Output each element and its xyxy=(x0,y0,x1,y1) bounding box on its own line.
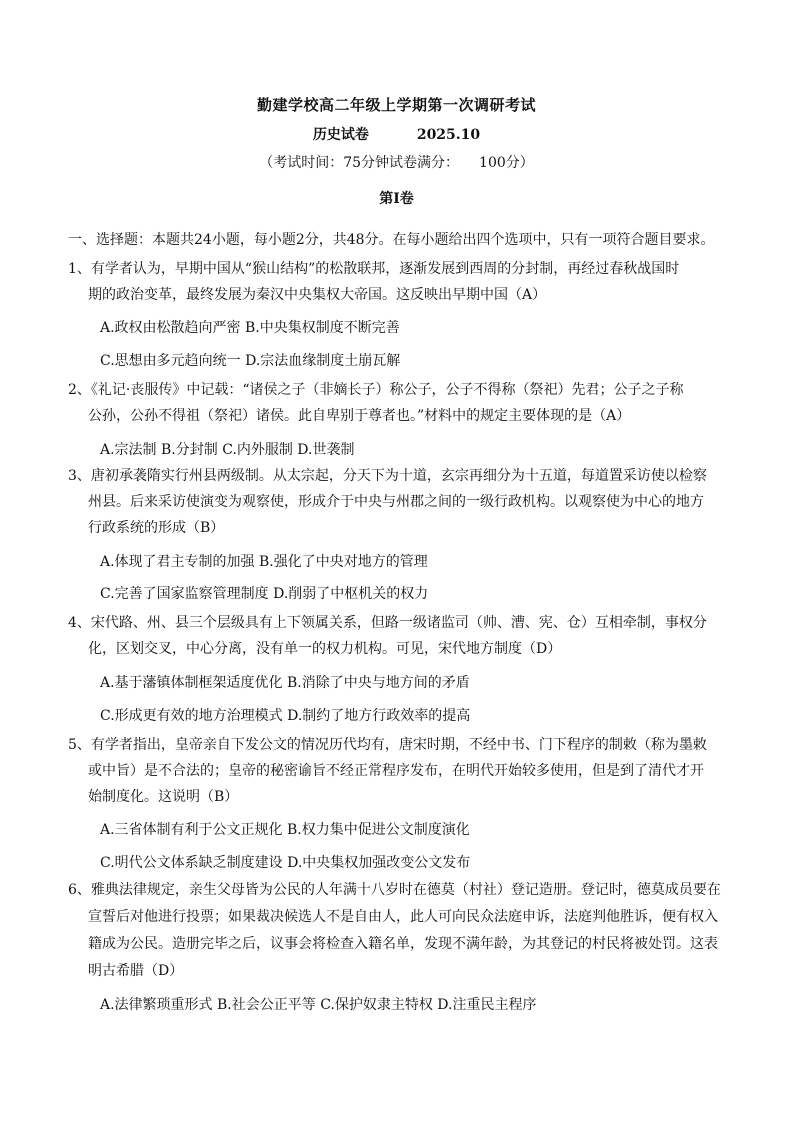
exam-date: 2025.10 xyxy=(416,127,481,143)
question-6-line-1: 6、雅典法律规定，亲生父母皆为公民的人年满十八岁时在德莫（村社）登记造册。登记时，德莫成员要在 xyxy=(68,882,721,898)
exam-title: 勤建学校高二年级上学期第一次调研考试 xyxy=(256,96,536,114)
question-4-line-2: 化，区划交叉，中心分离，没有单一的权力机构。可见，宋代地方制度（D） xyxy=(88,641,562,657)
question-3-line-2: 州县。后来采访使演变为观察使，形成介于中央与州郡之间的一级行政机构。以观察使为中心的地方 xyxy=(88,494,704,510)
question-3-line-1: 3、唐初承袭隋实行州县两级制。从太宗起，分天下为十道，玄宗再细分为十五道，每道置采访使以检察 xyxy=(68,468,707,484)
exam-time: （考试时间：75分钟试卷满分： xyxy=(259,155,460,171)
section-instruction: 一、选择题：本题共24小题，每小题2分，共48分。在每小题给出四个选项中，只有一项符合题目要求。 xyxy=(68,232,715,248)
question-2-line-1: 2、《礼记·丧服传》中记载：“诸侯之子（非嫡长子）称公子，公子不得称（祭祀）先君；公子之子称 xyxy=(68,382,684,398)
question-4-options-1: A.基于藩镇体制框架适度优化 B.消除了中央与地方间的矛盾 xyxy=(100,675,470,691)
question-4-options-2: C.形成更有效的地方治理模式 D.制约了地方行政效率的提高 xyxy=(100,708,471,724)
question-6-line-2: 宣誓后对他进行投票；如果裁决候选人不是自由人，此人可向民众法庭申诉，法庭判他胜诉，便有权入 xyxy=(88,909,718,925)
question-1-line-1: 1、有学者认为，早期中国从“猴山结构”的松散联邦，逐渐发展到西周的分封制，再经过春秋战国时 xyxy=(68,261,680,277)
question-5-line-1: 5、有学者指出，皇帝亲自下发公文的情况历代均有，唐宋时期，不经中书、门下程序的制敕（称为墨敕 xyxy=(68,737,707,753)
question-3-line-3: 行政系统的形成（B） xyxy=(88,520,225,536)
question-1-line-2: 期的政治变革，最终发展为秦汉中央集权大帝国。这反映出早期中国（A） xyxy=(88,287,547,303)
question-5-options-2: C.明代公文体系缺乏制度建设 D.中央集权加强改变公文发布 xyxy=(100,855,471,871)
subject-label: 历史试卷 xyxy=(312,127,369,143)
exam-subtitle xyxy=(0,124,793,144)
question-4-line-1: 4、宋代路、州、县三个层级具有上下领属关系，但路一级诸监司（帅、漕、宪、仓）互相牵制，事权分 xyxy=(68,615,707,631)
question-5-options-1: A.三省体制有利于公文正规化 B.权力集中促进公文制度演化 xyxy=(100,822,470,838)
question-6-options-1: A.法律繁琐重形式 B.社会公正平等 C.保护奴隶主特权 D.注重民主程序 xyxy=(100,997,537,1013)
volume-heading: 第Ⅰ卷 xyxy=(379,191,414,207)
question-6-line-4: 明古希腊（D） xyxy=(88,963,184,979)
question-1-options-2: C.思想由多元趋向统一 D.宗法血缘制度土崩瓦解 xyxy=(100,353,401,369)
question-2-options-1: A.宗法制 B.分封制 C.内外服制 D.世袭制 xyxy=(100,442,355,458)
question-1-options-1: A.政权由松散趋向严密 B.中央集权制度不断完善 xyxy=(100,320,400,336)
question-5-line-2: 或中旨）是不合法的；皇帝的秘密谕旨不经正常程序发布，在明代开始较多使用，但是到了清代才开 xyxy=(88,763,704,779)
exam-score: 100分） xyxy=(479,155,534,171)
question-2-line-2: 公孙，公孙不得祖（祭祀）诸侯。此自卑别于尊者也。”材料中的规定主要体现的是（A） xyxy=(88,408,631,424)
question-5-line-3: 始制度化。这说明（B） xyxy=(88,789,239,805)
question-3-options-2: C.完善了国家监察管理制度 D.削弱了中枢机关的权力 xyxy=(100,586,429,602)
exam-info xyxy=(0,152,793,172)
question-6-line-3: 籍成为公民。造册完毕之后，议事会将检查入籍名单，发现不满年龄，为其登记的村民将被处罚。这表 xyxy=(88,936,718,952)
question-3-options-1: A.体现了君主专制的加强 B.强化了中央对地方的管理 xyxy=(100,554,428,570)
